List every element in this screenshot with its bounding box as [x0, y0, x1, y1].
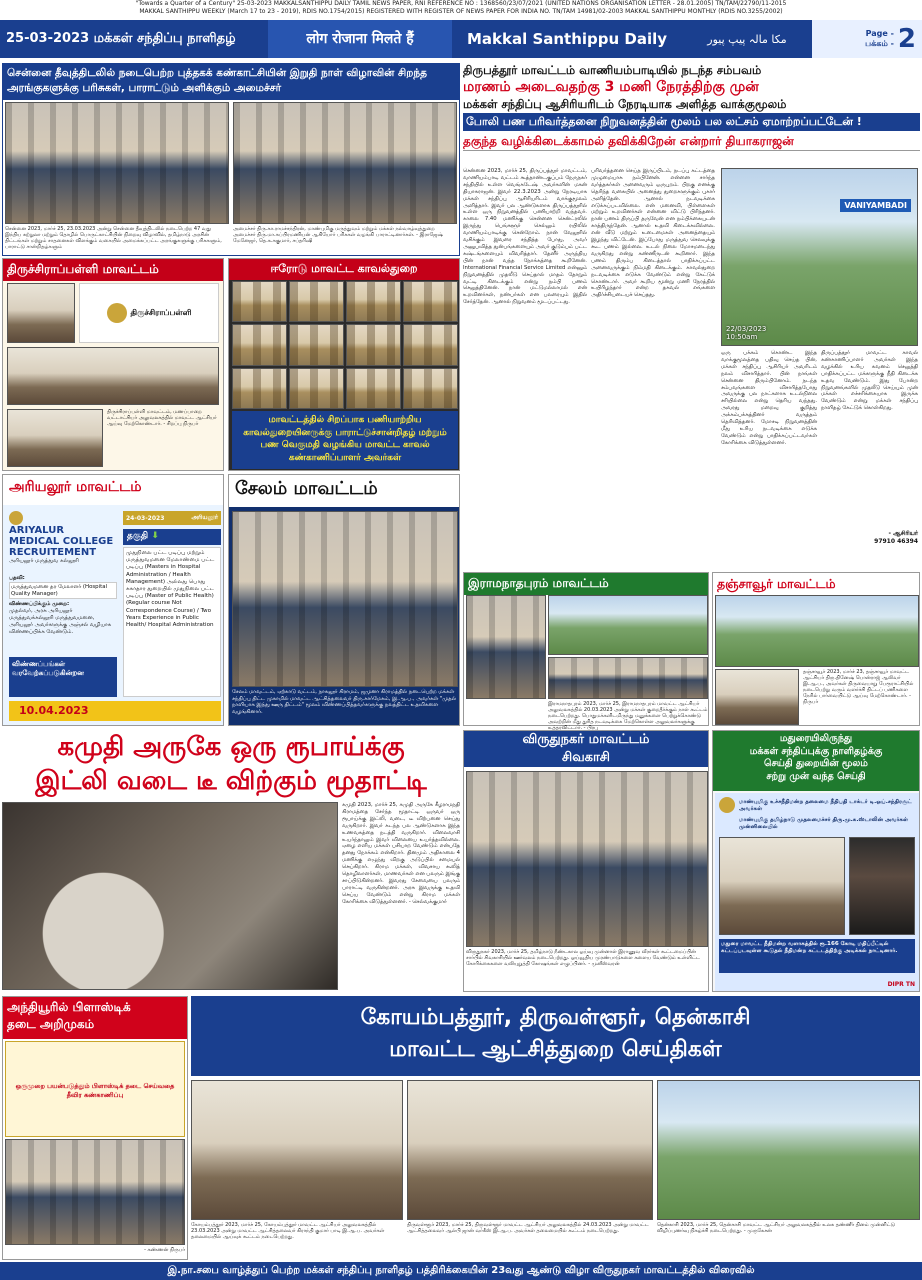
book-fair-caption-right: அமைச்சர் திரு.கா.ராமச்சந்திரன், மாண்புமிகு மருத்துவம் மற்றும் மக்கள் நல்வாழ்வுத்துறை அமைச்சர் திரு.மா.சுப்பிரமணியன் ஆகியோர் பரிசுகள் வழங்கி பாராட்டினார்கள். - இராஜேஷ் மேனேஜர், தெ.க.சுகுமார், சப்தரிஷி [233, 226, 443, 244]
ariyalur-apply-label: விண்ணப்பிக்கும் முறை: [9, 601, 70, 608]
erode-photo [232, 368, 287, 409]
ariyalur-post: மருத்துவமனை தர மேலாளர் (Hospital Quality Manager) [9, 582, 117, 600]
ariyalur-title-3: RECRUITEMENT [9, 547, 97, 558]
registration-line-2: MAKKAL SANTHIPPU WEEKLY (March 17 to 23 - 2019), RDIS NO.1754/2015) REGISTERED WITH REGISTER OF NEWS PAPER FOR INDIA NO. TN/TAM 14981/02-2003 MAKKAL SANTHIPPU MONTHLY (RDIS NO.3255/2002) [139, 7, 783, 15]
madurai-poster [715, 793, 919, 991]
tn-emblem-icon [719, 797, 735, 813]
ariyalur-story [2, 474, 224, 726]
thanjavur-story [712, 572, 920, 726]
vaniyambadi-headline-2: மரணம் அடைவதற்கு 3 மணி நேரத்திற்கு முன் [463, 79, 759, 95]
photo-timestamp-time: 10:50am [726, 333, 758, 341]
tn-emblem-icon [9, 511, 23, 525]
salem-story [228, 474, 460, 726]
registration-strip [0, 0, 922, 17]
vaniyambadi-column-4-wrap [821, 350, 918, 568]
ariyalur-deadline-label: விண்ணப்பங்கள் வரவேற்கப்படுகின்றன [9, 657, 117, 697]
tenkasi-caption: தென்காசி 2023, மார்ச் 25, தென்காசி மாவட்ட ஆட்சியர் அலுவலகத்தில் உலக தண்ணீர் தினம் முன்னிட்டு விழிப்புணர்வு நிகழ்ச்சி நடைபெற்றது. - முருகேசன் [657, 1222, 896, 1234]
vaniyambadi-headline-1: திருபத்தூர் மாவட்டம் வாணியம்பாடியில் நடந்த சம்பவம் [463, 63, 762, 77]
madurai-court-building-photo [719, 837, 845, 935]
tiruvallur-caption: திருவள்ளூர் 2023, மார்ச் 25, திருவள்ளூர் மாவட்ட ஆட்சியர் அலுவலகத்தில் 24.03.2023 அன்று மாவட்ட ஆட்சித்தலைவர் ஆல்பி ஜான் வர்கீஸ் இ.ஆ.ப. அவர்கள் தலைமையில் கூட்டம் நடைபெற்றது. [407, 1222, 649, 1234]
erode-photo [346, 281, 401, 322]
vaniyambadi-sign: VANIYAMBADI [840, 199, 911, 212]
anthiyur-heading-1: அந்தியூரில் பிளாஸ்டிக் [7, 1000, 131, 1014]
erode-photo [232, 281, 287, 322]
vaniyambadi-photo [721, 168, 918, 346]
virudhunagar-heading-2: சிவகாசி [464, 749, 708, 767]
salem-photo [232, 511, 458, 687]
vaniyambadi-author: - ஆசிரியர் [888, 530, 918, 537]
anthiyur-banner-text: ஒருமுறை பயன்படுத்தும் பிளாஸ்டிக் தடை செய்வதை தீவிர கண்காணிப்பு [15, 1082, 175, 1099]
virudhunagar-photo [466, 771, 708, 947]
kamuthi-photo [2, 802, 338, 990]
anthiyur-heading [3, 997, 187, 1039]
ariyalur-post-label: பதவி: [9, 575, 25, 581]
kamuthi-body: கமுதி 2023, மார்ச் 25, கமுதி அருகே கீழராமநதி கிராமத்தை சேர்ந்த மூதாட்டி ஒருவர் ஒரு ரூபாய்க்கு இட்லி, வடை, டீ விற்பனை செய்து வருகிறார். இவர் கடந்த பல ஆண்டுகளாக இந்த உணவகத்தை நடத்தி வருகிறார். விலைவாசி உயர்ந்தாலும் இவர் விலையை உயர்த்தவில்லை. ஏழை எளிய மக்கள் பசியாற வேண்டும் என்பதே தனது நோக்கம் என்கிறார். தினமும் அதிகாலை 4 மணிக்கு எழுந்து விறகு அடுப்பில் சமையல் செய்கிறார். கிராம மக்கள், விவசாய கூலித் தொழிலாளர்கள், மாணவர்கள் என பலரும் இங்கு சாப்பிடுகின்றனர். இவரது சேவையை பலரும் பாராட்டி வருகின்றனர். அரசு இவருக்கு உதவி செய்ய வேண்டும் என்று கிராம மக்கள் கோரிக்கை விடுத்துள்ளனர். - செல்வக்குமார் [342, 802, 460, 905]
madurai-story [712, 730, 920, 992]
registration-line-1: "Towards a Quarter of a Century" 25-03-2023 MAKKALSANTHIPPU DAILY TAMIL NEWS PAPER, RNI REFERENCE NO : 1368560/23/07/2021 (UNITED NATIONS ORGANISATION LETTER - 28.01.2005) TN/TAM/22790/11-2015 [135, 0, 787, 7]
vaniyambadi-story [463, 63, 920, 568]
ariyalur-district: அரியலூர் [191, 514, 218, 521]
kamuthi-headline-2: இட்லி வடை டீ விற்கும் மூதாட்டி [35, 766, 427, 796]
book-fair-caption-left: சென்னை 2023, மார்ச் 25, 23.03.2023 அன்று சென்னை தீவுத்திடலில் நடைபெற்ற 47 வது இந்திய சுற்றுலா மற்றும் தொழில் பொருட்காட்சியின் நிறைவு விழாவில், தமிழ்நாடு அரசின் திட்டங்கள் மற்றும் சாதனைகள் விளக்கும் வகையில் அமைக்கப்பட்ட அரங்குகளுக்கு பரிசுகளும், பாராட்டு சான்றிதழ்களும் [5, 226, 222, 250]
ariyalur-title-2: MEDICAL COLLEGE [9, 536, 114, 547]
erode-photo [346, 324, 401, 365]
ariyalur-apply-text: முதல்வர், அரசு அரியலூர் மருத்துவக்கல்லூரி மருத்துவமனை, அரியலூர் அவர்களுக்கு அஞ்சல் வழியாக விண்ணப்பிக்க வேண்டும். [9, 608, 112, 635]
masthead-date: 25-03-2023 மக்கள் சந்திப்பு நாளிதழ் [6, 31, 236, 46]
ariyalur-subtitle: அரியலூர் மருத்துவ கல்லூரி [9, 558, 79, 564]
page-number-box [812, 20, 922, 58]
masthead-urdu: مکا مالہ پیپ پیور [707, 32, 787, 46]
book-fair-story [2, 63, 460, 256]
erode-heading: ஈரோடு மாவட்ட காவல்துறை [229, 259, 459, 280]
ramanathapuram-photo-3 [548, 657, 708, 699]
madurai-heading [713, 731, 919, 791]
admin-news-story [191, 996, 920, 1260]
erode-photo [403, 324, 458, 365]
erode-photo [403, 281, 458, 322]
ariyalur-post-block [9, 575, 117, 653]
trichy-caption: திருச்சிராப்பள்ளி மாவட்டம், மணப்பாறை வட்டாட்சியர் அலுவலகத்தில் மாவட்ட ஆட்சியர் ஆய்வு மேற்கொண்டார். - சிறப்பு நிருபர் [107, 409, 217, 427]
vaniyambadi-column-4: திருப்பத்தூர் மாவட்ட காவல் கண்காணிப்பாளர் அவர்கள் இந்த வழக்கில் உரிய கவனம் செலுத்தி பாதிக்கப்பட்ட மக்களுக்கு நீதி கிடைக்க உதவ வேண்டும். இது போன்ற நிறுவனங்களில் முதலீடு செய்யும் முன் மக்கள் எச்சரிக்கையாக இருக்க வேண்டும் என்று மக்கள் சந்திப்பு நாளிதழ் கேட்டுக் கொள்கிறது. [821, 350, 918, 412]
erode-story [228, 258, 460, 471]
virudhunagar-heading-1: விருதுநகர் மாவட்டம் [464, 731, 708, 749]
photo-timestamp [726, 325, 766, 341]
book-fair-photo-left [5, 102, 229, 224]
ariyalur-title-block [9, 511, 119, 573]
madurai-poster-line-1: மாண்புமிகு உச்சநீதிமன்ற தலைமை நீதிபதி டாக்டர் டி.ஒய்.சந்திரசூட் அவர்கள் [739, 799, 912, 812]
ariyalur-deadline: 10.04.2023 [9, 701, 221, 721]
madurai-heading-2: மக்கள் சந்திப்புக்கு நாளிதழ்க்கு [749, 745, 883, 757]
trichy-poster-title: திருச்சிராப்பள்ளி [130, 308, 192, 317]
book-fair-photo-right [233, 102, 457, 224]
masthead-english: Makkal Santhippu Daily [466, 30, 668, 48]
kamuthi-story [2, 730, 460, 992]
page-label-tamil: பக்கம் - [865, 39, 894, 48]
book-fair-headline: சென்னை தீவுத்திடலில் நடைபெற்ற புத்தகக் கண்காட்சியின் இறுதி நாள் விழாவின் சிறந்த அரங்குகளுக்கு பரிசுகள், பாராட்டும் அளிக்கும் அமைச்சர் [3, 64, 459, 100]
ramanathapuram-photo-2 [548, 595, 708, 655]
thanjavur-photo-2 [715, 669, 799, 725]
arrow-down-icon: ⬇ [151, 531, 159, 541]
ramanathapuram-caption: இராமநாதபுரம் 2023, மார்ச் 25, இராமநாதபுரம் மாவட்ட ஆட்சியர் அலுவலகத்தில் 20.03.2023 அன்று மக்கள் குறைதீர்க்கும் நாள் கூட்டம் நடைபெற்றது. பொதுமக்களிடமிருந்து மனுக்களை பெற்றுக்கொண்டு அவற்றின் மீது துரித நடவடிக்கை மேற்கொள்ள அலுவலர்களுக்கு உத்தரவிட்டார். - பிரபு [548, 701, 708, 731]
ramanathapuram-story [463, 572, 709, 731]
erode-photo [346, 368, 401, 409]
ariyalur-date-badge [123, 511, 221, 525]
anthiyur-heading-2: தடை அறிமுகம் [7, 1017, 95, 1031]
erode-banner: மாவட்டத்தில் சிறப்பாக பணியாற்றிய காவல்துறையினருக்கு பாராட்டுச்சான்றிதழ் மற்றும் பண வெகுமதி வழங்கிய மாவட்ட காவல் கண்காணிப்பாளர் அவர்கள் [232, 411, 458, 469]
anthiyur-story [2, 996, 188, 1260]
madurai-poster-line-2: மாண்புமிகு தமிழ்நாடு முதலமைச்சர் திரு.மு.க.ஸ்டாலின் அவர்கள் முன்னிலையில் [739, 817, 909, 830]
trichy-heading: திருச்சிராப்பள்ளி மாவட்டம் [3, 259, 223, 281]
virudhunagar-story [463, 730, 709, 992]
dipr-logo: DIPR TN [887, 981, 915, 988]
vaniyambadi-subhead: தகுந்த வழிக்கிடைக்காமல் தவிக்கிறேன் என்றார் தியாகராஜன் [463, 133, 920, 151]
page-number: 2 [897, 24, 916, 54]
admin-news-heading [191, 996, 920, 1076]
thanjavur-photo-1 [715, 595, 919, 667]
madurai-heading-3: செய்தி துறையின் மூலம் [764, 758, 868, 769]
photo-timestamp-date: 22/03/2023 [726, 325, 767, 333]
vaniyambadi-column-2: பரிவர்த்தனை செய்த இருப்பிடம், நடப்பு கட்டத்தை முழுமையாக நம்பினேன். என்னை சார்ந்த வர்த்தகர்கள் அனைவரும் ஒருபுறம். பிறகு எனக்கு தெரிந்த வகையில் அனைத்து துறைகளுக்கும் புகார் அளித்தேன். ஆனால் நடவடிக்கை எடுக்கப்படவில்லை. என் மனைவி, பிள்ளைகள் மற்றும் உறவினர்கள் என்னை விட்டு பிரிந்தனர். நான் பணம் திருப்பி தருவேன் என நம்பிக்கையுடன் காத்திருந்தேன். ஆனால் உதவி கிடைக்கவில்லை. என் வீடு மற்றும் உடைமைகள் அனைத்தையும் இழந்து விட்டேன். இப்போது மருத்துவ செலவுக்கு கூட பணம் இல்லை. உடல் நிலை மோசமடைந்து வருகிறது என்று கண்ணீருடன் கூறினார். இந்த பணம் திரும்ப கிடைத்தால் பாதிக்கப்பட்ட அனைவருக்கும் நிம்மதி கிடைக்கும். காவல்துறை நடவடிக்கை எடுக்க வேண்டும் என்று கேட்டுக் கொண்டார். அவர் கூறிய மூன்று மணி நேரத்தில் உயிரிழந்தார் என்ற தகவல் எங்களை அதிர்ச்சியடையச் செய்தது. [591, 168, 715, 299]
page-label: Page - [865, 29, 894, 38]
vaniyambadi-phone: 97910 46394 [874, 538, 918, 545]
madurai-heading-4: சற்று முன் வந்த செய்தி [766, 770, 866, 782]
coimbatore-photo [191, 1080, 403, 1220]
masthead [0, 20, 922, 58]
trichy-photo-inspection [7, 347, 219, 405]
tn-emblem-icon [107, 303, 127, 323]
vaniyambadi-headline-3: மக்கள் சந்திப்பு ஆசிரியரிடம் நேரடியாக அளித்த வாக்குமூலம் [463, 97, 787, 111]
ramanathapuram-heading: இராமநாதபுரம் மாவட்டம் [464, 573, 708, 595]
ramanathapuram-photo-1 [466, 595, 546, 699]
erode-photo [289, 368, 344, 409]
vaniyambadi-headline-4: போலி பண பரிவர்த்தனை நிறுவனத்தின் மூலம் பல லட்சம் ஏமாற்றப்பட்டேன் ! [463, 113, 920, 131]
ariyalur-eligibility: முதுநிலை பட்ட படிப்பு மற்றும் மருத்துவமனை மேலாண்மை பட்ட படிப்பு (Masters in Hospital Administration / Health Management) அல்லது பொது சுகாதார துறையில் முதுநிலை பட்ட படிப்பு (Master of Public Health) (Regular course Not Correspondence Course) / Two Years Experience in Public Health/ Hospital Administration [123, 547, 221, 697]
tenkasi-photo [657, 1080, 920, 1220]
coimbatore-caption: கோயம்பத்தூர் 2023, மார்ச் 25, கோயம்புத்தூர் மாவட்ட ஆட்சியர் அலுவலகத்தில் 23.03.2023 அன்று மாவட்ட ஆட்சித்தலைவர் கிராந்தி குமார் பாடி இ.ஆ.ப. அவர்கள் தலைமையில் ஆய்வுக் கூட்டம் நடைபெற்றது. [191, 1222, 385, 1240]
erode-photo [289, 324, 344, 365]
kamuthi-headline-1: கமுதி அருகே ஒரு ரூபாய்க்கு [57, 732, 405, 762]
masthead-hindi: लोग रोजाना मिलते हैं [268, 20, 452, 58]
tiruvallur-photo [407, 1080, 653, 1220]
ariyalur-eligibility-label-text: தகுதி [127, 531, 149, 541]
erode-photo-grid [232, 281, 458, 409]
madurai-poster-bottom: மதுரை மாவட்ட நீதிமன்ற வளாகத்தில் ரூ.166 கோடி மதிப்பீட்டில் கட்டப்படவுள்ள கூடுதல் நீதிமன்ற கட்டடத்திற்கு அடிக்கல் நாட்டினார். [719, 939, 915, 973]
ariyalur-date: 24-03-2023 [126, 514, 165, 522]
trichy-photo-building [7, 283, 75, 343]
admin-news-heading-1: கோயம்பத்தூர், திருவள்ளூர், தென்காசி [360, 1005, 751, 1030]
anthiyur-photo [5, 1139, 185, 1245]
ariyalur-title-1: ARIYALUR [9, 525, 65, 536]
trichy-poster [79, 283, 219, 343]
thanjavur-heading: தஞ்சாவூர் மாவட்டம் [713, 573, 919, 596]
erode-photo [403, 368, 458, 409]
trichy-story [2, 258, 224, 471]
anthiyur-banner [5, 1041, 185, 1137]
vaniyambadi-column-3: ஒரு பக்கம் கொண்ட இந்த வாக்குமூலத்தை பதிவு செய்த பின், மக்கள் சந்திப்பு ஆசிரியர் அவரிடம் நலம் விசாரித்தார். பின் நாங்கள் சென்னை திரும்பினோம். நடந்த சம்பவங்களை விசாரித்தபோது அவருக்கு பல நாட்களாக உடல்நிலை சரியில்லை என்று தெரிய வந்தது. அவரது மறைவு குறித்து அக்கம்பக்கத்தினர் வருத்தம் தெரிவித்தனர். மோசடி நிறுவனத்தின் மீது உரிய நடவடிக்கை எடுக்க வேண்டும் என்று பாதிக்கப்பட்டவர்கள் கோரிக்கை விடுத்துள்ளனர். [721, 350, 817, 446]
ariyalur-eligibility-label [123, 529, 221, 545]
erode-photo [289, 281, 344, 322]
salem-caption: சேலம் மாவட்டம், ஏற்காடு வட்டம், நாகலூர் கிராமம், ஜமுனா கிராமத்தில் நடைபெற்ற மக்கள் சந்திப்பு திட்ட முகாமில் மாவட்ட ஆட்சித்தலைவர் திரு.கார்மேகம், இ.ஆ.ப., அவர்கள் "முதல் நாளியாக இந்து ஊரு திட்டம்" மூலம் விண்ணப்பித்தவர்களுக்கு நலத்திட்ட உதவிகளை வழங்கினார். [232, 689, 456, 715]
anthiyur-caption: - கண்ணன் நிருபர் [144, 1247, 185, 1253]
ariyalur-heading: அரியலூர் மாவட்டம் [3, 475, 223, 505]
madurai-cm-photo [849, 837, 915, 935]
admin-news-heading-2: மாவட்ட ஆட்சித்துறை செய்திகள் [389, 1037, 722, 1062]
trichy-photo-shelves [7, 409, 103, 467]
thanjavur-caption: தஞ்சாவூர் 2023, மார்ச் 23, தஞ்சாவூர் மாவட்ட ஆட்சியர் திரு.தினேஷ் பொன்ராஜ் ஆலிவர் இ.ஆ.ப., அவர்கள் திருவையாறு பேரூராட்சியில் நடைபெற்று வரும் வளர்ச்சி திட்டப் பணிகளை நேரில் பார்வையிட்டு ஆய்வு மேற்கொண்டார். - நிருபர் [803, 669, 914, 705]
footer-banner: இ.நா.சபை வாழ்த்துப் பெற்ற மக்கள் சந்திப்பு நாளிதழ் பத்திரிக்கையின் 23வது ஆண்டு விழா விருதுநகர் மாவட்டத்தில் விரைவில் [0, 1262, 922, 1280]
salem-heading: சேலம் மாவட்டம் [229, 475, 459, 507]
virudhunagar-caption: விருதுநகர் 2023, மார்ச் 25, தமிழ்நாடு நீண்டகால ஓய்வு முன்னாள் இராணுவ வீரர்கள் கூட்டமைப்பின் சார்பில் சிவகாசியில் ஊர்வலம் நடைபெற்றது. ஓய்வூதிய முரண்பாடுகளை களைய வேண்டும் உள்ளிட்ட கோரிக்கைகளை வலியுறுத்தி கோஷங்கள் எழுப்பினர். - முனீஸ்வரன் [466, 949, 700, 967]
madurai-heading-1: மதுரையிலிருந்து [779, 733, 853, 744]
vaniyambadi-column-1: சென்னை 2023, மார்ச் 25, திருப்பத்தூர் மாவட்டம், வாணியம்பாடி வட்டம் கூத்தாண்டகுப்பம் நேருநகர் சந்தியில் உள்ள வெங்கடேஷ் அவர்களின் மகன் தியாகராஜன். இவர் 22.3.2023 அன்று நேரடியாக மக்கள் சந்திப்பு ஆசிரியரிடம் வாக்குமூலம் அளித்தார். இவர் பல ஆண்டுகளாக திருப்பத்தூரில் உள்ள ஒரு நிறுவனத்தில் பணியாற்றி வந்தவர். காலை 7.40 மணிக்கு சென்னை சென்ட்ரலில் இருந்து பெங்களூர் செல்லும் ரயிலில் வாணியம்பாடிக்கு சென்றோம். நான் வேலூரில் வசிக்கும் இவரை சந்தித்த போது, அவர் அனுபவித்த துன்பங்களையும் அவர் குடும்பம் பட்ட கஷ்டங்களையும் விவரித்தார். தேனீர் அருந்திய பின் நான் வந்த நோக்கத்தை கூறினேன். International Financial Service Limited என்னும் நிறுவனத்தில் முதலீடு செய்தால் மாதம் தோறும் வட்டி கிடைக்கும் என்று நம்பி பணம் செலுத்தினேன். நான் மட்டுமல்லாமல் என் உறவினர்கள், நண்பர்கள் என பலரையும் இதில் சேர்த்தேன். ஆனால் நிறுவனம் மூடப்பட்டது. [463, 168, 587, 306]
erode-photo [232, 324, 287, 365]
